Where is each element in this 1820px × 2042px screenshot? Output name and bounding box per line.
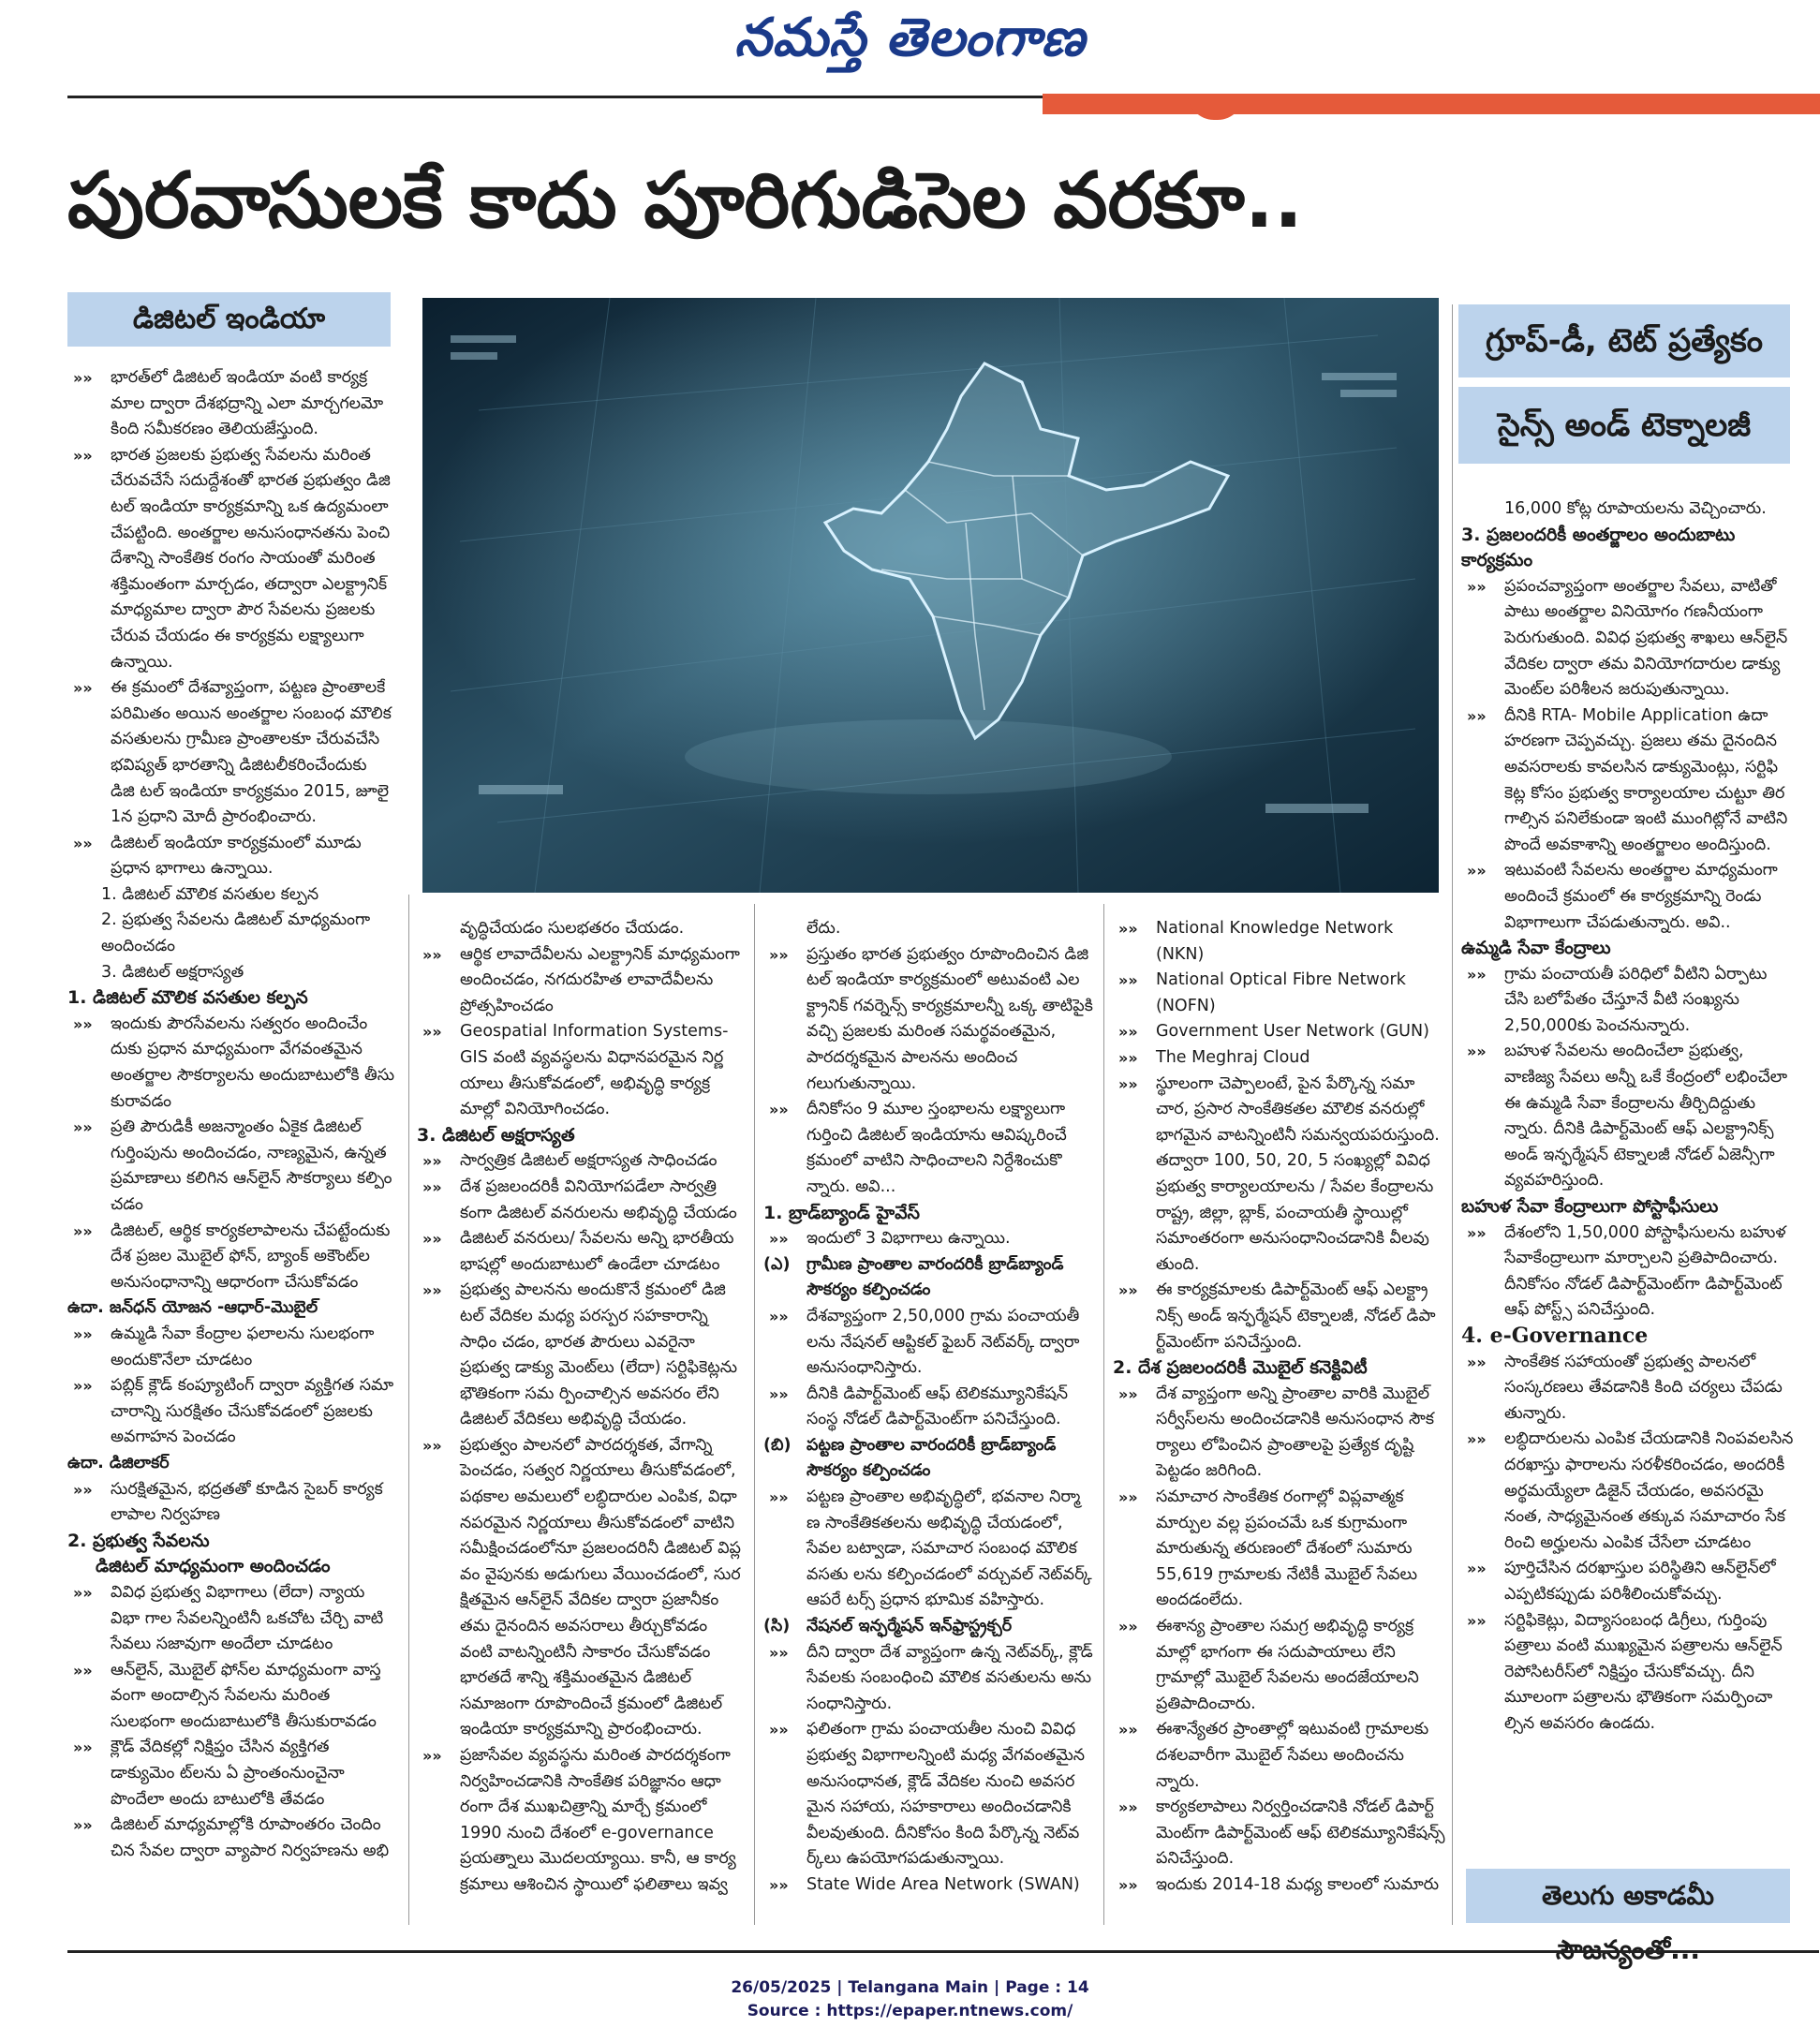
paragraph: »» సర్టిఫికెట్లు, విద్యాసంబంధ డిగ్రీలు, గుర్తింపు పత్రాలు వంటి ముఖ్యమైన పత్రాలను ఆన్‌లైన్ రెపోసిటరీస్‌లో నిక్షిప్తం చేసుకోవచ్చు. దీని మూలంగా పత్రాలను భౌతికంగా సమర్పించా ల్సిన అవసరం ఉండదు. (1461, 1608, 1794, 1738)
paragraph: »» ప్రతి పౌరుడికీ అజన్మాంతం ఏకైక డిజిటల్ గుర్తింపును అందించడం, నాణ్యమైన, ఉన్నత ప్రమాణాలు కలిగిన ఆన్‌లైన్ సౌకర్యాలు కల్పిం చడం (67, 1115, 395, 1218)
list-item: 1. డిజిటల్ మౌలిక వసతుల కల్పన (101, 884, 319, 904)
subheading: 3. ప్రజలందరికీ అంతర్జాలం అందుబాటు కార్యక్రమం (1461, 524, 1736, 571)
paragraph: »» దేశ ప్రజలందరికీ వినియోగపడేలా సార్వత్రి కంగా డిజిటల్ వనరులను అభివృద్ధి చేయడం (417, 1175, 745, 1226)
paragraph-continued: లేదు. (806, 919, 841, 938)
masthead-accent-bar (1043, 94, 1820, 114)
paragraph: »» పట్టణ ప్రాంతాల అభివృద్ధిలో, భవనాల నిర్మా ణ సాంకేతికతలను అభివృద్ధి చేయడంలో, సేవల బట్వాడా, సమాచార సంబంధ మౌలిక వసతు లను కల్పించడంలో వర్చువల్ నెట్‌వర్క్ ఆపరే టర్స్ ప్రధాన భూమిక వహిస్తారు. (763, 1485, 1096, 1614)
paragraph: »» సమాచార సాంకేతిక రంగాల్లో విప్లవాత్మక మార్పుల వల్ల ప్రపంచమే ఒక కుగ్రామంగా మారుతున్న తరుణంలో దేశంలో సుమారు 55,619 గ్రామాలకు నేటికీ మొబైల్ సేవలు అందడంలేదు. (1113, 1485, 1445, 1614)
section-label-science-technology: సైన్స్ అండ్ టెక్నాలజీ (1458, 387, 1790, 464)
footer-source-link[interactable]: Source : https://epaper.ntnews.com/ (747, 2002, 1073, 2020)
paragraph: »» ప్రభుత్వ పాలనను అందుకొనే క్రమంలో డిజి టల్ వేదికల మధ్య పరస్పర సహకారాన్ని సాధిం చడం, భారత పౌరులు ఎవరైనా ప్రభుత్వ డాక్యు మెంట్‌లు (లేదా) సర్టిఫికెట్లను భౌతికంగా సమ ర్పించాల్సిన అవసరం లేని డిజిటల్ వేదికలు అభివృద్ధి చేయడం. (417, 1278, 745, 1433)
column-divider (1452, 304, 1453, 1925)
paragraph: »» డిజిటల్ వనరులు/ సేవలను అన్ని భారతీయ భాషల్లో అందుబాటులో ఉండేలా చూడటం (417, 1226, 745, 1278)
paragraph: »» ఇందుకు 2014-18 మధ్య కాలంలో సుమారు (1113, 1872, 1445, 1899)
paragraph: »» ప్రపంచవ్యాప్తంగా అంతర్జాల సేవలు, వాటితో పాటు అంతర్జాల వినియోగం గణనీయంగా పెరుగుతుంది. వివిధ ప్రభుత్వ శాఖలు ఆన్‌లైన్ వేదికల ద్వారా తమ వినియోగదారుల డాక్యు మెంట్‌ల పరిశీలన జరుపుతున్నాయి. (1461, 574, 1794, 703)
paragraph: »» వివిధ ప్రభుత్వ విభాగాలు (లేదా) న్యాయ విభా గాల సేవలన్నింటినీ ఒకచోట చేర్చి వాటి సేవలు సజావుగా అందేలా చూడటం (67, 1580, 395, 1658)
paragraph: »» ఈ కార్యక్రమాలకు డిపార్ట్‌మెంట్ ఆఫ్ ఎలక్ట్రా నిక్స్ అండ్ ఇన్ఫర్మేషన్ టెక్నాలజీ, నోడల్ డిపా ర్ట్‌మెంట్‌గా పనిచేస్తుంది. (1113, 1278, 1445, 1355)
paragraph: »» ఈశాన్య ప్రాంతాల సమగ్ర అభివృద్ధి కార్యక్ర మాల్లో భాగంగా ఈ సదుపాయాలు లేని గ్రామాల్లో మొబైల్ సేవలను అందజేయాలని ప్రతిపాదించారు. (1113, 1614, 1445, 1717)
bottom-rule (67, 1950, 1819, 1953)
paragraph: »» కార్యకలాపాలు నిర్వర్తించడానికి నోడల్ డిపార్ట్ మెంట్‌గా డిపార్ట్‌మెంట్ ఆఫ్ టెలికమ్యూనికేషన్స్ పనిచేస్తుంది. (1113, 1795, 1445, 1872)
credit-box: తెలుగు అకాడమీ సౌజన్యంతో... (1466, 1869, 1790, 1923)
article-column-2 (417, 916, 745, 1928)
paragraph: »» దేశవ్యాప్తంగా 2,50,000 గ్రామ పంచాయతీ లను నేషనల్ ఆప్టికల్ ఫైబర్ నెట్‌వర్క్ ద్వారా అనుసంధానిస్తారు. (763, 1304, 1096, 1382)
paragraph: »» National Optical Fibre Network (NOFN) (1113, 968, 1445, 1019)
paragraph: »» డిజిటల్ ఇండియా కార్యక్రమంలో మూడు ప్రధాన భాగాలు ఉన్నాయి. (67, 831, 395, 882)
paragraph: »» ఇటువంటి సేవలను అంతర్జాల మాధ్యమంగా అందించే క్రమంలో ఈ కార్యక్రమాన్ని రెండు విభాగాలుగా చేపడుతున్నారు. అవి.. (1461, 858, 1794, 936)
subheading: 1. డిజిటల్ మౌలిక వసతుల కల్పన (67, 987, 308, 1009)
paragraph: »» ప్రభుత్వం పాలనలో పారదర్శకత, వేగాన్ని పెంచడం, సత్వర నిర్ణయాలు తీసుకోవడంలో, పథకాల అమలులో లబ్ధిదారుల ఎంపిక, విధా నపరమైన నిర్ణయాలు తీసుకోవడంలో వాటిని సమీక్షించడంలోనూ ప్రజలందరినీ డిజిటల్ విప్ల వం వైపునకు అడుగులు వేయించడంలో, సుర క్షితమైన ఆన్‌లైన్ వేదికల ద్వారా ప్రజానీకం తమ దైనందిన అవసరాలు తీర్చుకోవడం వంటి వాటన్నింటినీ సాకారం చేసుకోవడం భారతదే శాన్ని శక్తిమంతమైన డిజిటల్ సమాజంగా రూపొందించే క్రమంలో డిజిటల్ ఇండియా కార్యక్రమాన్ని ప్రారంభించారు. (417, 1433, 745, 1743)
paragraph: »» డిజిటల్, ఆర్థిక కార్యకలాపాలను చేపట్టేందుకు దేశ ప్రజల మొబైల్ ఫోన్, బ్యాంక్ అకౌంట్‌ల అనుసంధానాన్ని ఆధారంగా చేసుకోవడం (67, 1219, 395, 1296)
sub-item (763, 1252, 1096, 1304)
example-label: ఉదా. డిజిలాకర్ (67, 1453, 170, 1472)
paragraph: »» బహుళ సేవలను అందించేలా ప్రభుత్వ, వాణిజ్య సేవలు అన్నీ ఒకే కేంద్రంలో లభించేలా ఈ ఉమ్మడి సేవా కేంద్రాలను తీర్చిదిద్దుతు న్నారు. దీనికి డిపార్ట్‌మెంట్ ఆఫ్ ఎలక్ట్రానిక్స్ అండ్ ఇన్ఫర్మేషన్ టెక్నాలజీ నోడల్ ఏజెన్సీగా వ్యవహరిస్తుంది. (1461, 1039, 1794, 1194)
headline: పురవాసులకే కాదు పూరిగుడిసెల వరకూ.. (67, 156, 1304, 245)
paragraph: »» Government User Network (GUN) (1113, 1019, 1445, 1045)
sub-item-text: పట్టణ ప్రాంతాల వారందరికీ బ్రాడ్‌బ్యాండ్ సౌకర్యం కల్పించడం (806, 1435, 1057, 1481)
article-column-5 (1461, 496, 1794, 1859)
sub-item (763, 1433, 1096, 1485)
paragraph: »» భారత ప్రజలకు ప్రభుత్వ సేవలను మరింత చేరువచేసే సదుద్దేశంతో భారత ప్రభుత్వం డిజి టల్ ఇండియా కార్యక్రమాన్ని ఒక ఉద్యమంలా చేపట్టింది. అంతర్జాల అనుసంధానతను పెంచి దేశాన్ని సాంకేతిక రంగం సాయంతో మరింత శక్తిమంతంగా మార్చడం, తద్వారా ఎలక్ట్రానిక్ మాధ్యమాల ద్వారా పౌర సేవలను ప్రజలకు చేరువ చేయడం ఈ కార్యక్రమ లక్ష్యాలుగా ఉన్నాయి. (67, 443, 395, 675)
paragraph-continued: 16,000 కోట్ల రూపాయలను వెచ్చించారు. (1504, 499, 1767, 518)
subheading: ఉమ్మడి సేవా కేంద్రాలు (1461, 938, 1611, 959)
paragraph: »» ఆర్థిక లావాదేవీలను ఎలక్ట్రానిక్ మాధ్యమంగా అందించడం, నగదురహిత లావాదేవీలను ప్రోత్సహించడం (417, 942, 745, 1020)
column-divider (1103, 904, 1104, 1925)
india-map-illustration (422, 298, 1439, 893)
paragraph: »» దీని ద్వారా దేశ వ్యాప్తంగా ఉన్న నెట్‌వర్క్, క్లౌడ్ సేవలకు సంబంధించి మౌలిక వసతులను అను సంధానిస్తారు. (763, 1640, 1096, 1718)
masthead-accent-tab (1188, 94, 1244, 120)
paragraph: »» గ్రామ పంచాయతీ పరిధిలో వీటిని ఏర్పాటు చేసి బలోపేతం చేస్తూనే వీటి సంఖ్యను 2,50,000కు పెంచనున్నారు. (1461, 962, 1794, 1040)
paragraph: »» సాంకేతిక సహాయంతో ప్రభుత్వ పాలనలో సంస్కరణలు తేవడానికి కింది చర్యలు చేపడు తున్నారు. (1461, 1350, 1794, 1428)
paragraph: »» క్లౌడ్ వేదికల్లో నిక్షిప్తం చేసిన వ్యక్తిగత డాక్యుమెం ట్‌లను ఏ ప్రాంతంనుంచైనా పొందేలా అందు బాటులోకి తేవడం (67, 1735, 395, 1813)
example-label: ఉదా. జన్‌ధన్ యోజన -ఆధార్-మొబైల్ (67, 1298, 318, 1318)
paragraph-continued: వృద్ధిచేయడం సులభతరం చేయడం. (460, 919, 685, 938)
sub-item-marker: (ఎ) (763, 1254, 791, 1274)
paragraph: »» ఇందులో 3 విభాగాలు ఉన్నాయి. (763, 1226, 1096, 1252)
paragraph: »» State Wide Area Network (SWAN) (763, 1872, 1096, 1899)
list-item: 3. డిజిటల్ అక్షరాస్యత (101, 962, 244, 982)
subheading: 2. ప్రభుత్వ సేవలను (67, 1530, 210, 1551)
column-divider (754, 904, 755, 1925)
paragraph: »» సురక్షితమైన, భద్రతతో కూడిన సైబర్ కార్యక లాపాల నిర్వహణ (67, 1477, 395, 1529)
sub-item-text: నేషనల్ ఇన్ఫర్మేషన్ ఇన్‌ఫ్రాస్ట్రక్చర్ (806, 1617, 1013, 1636)
subheading: 2. దేశ ప్రజలందరికీ మొబైల్ కనెక్టివిటీ (1113, 1357, 1368, 1379)
subheading: డిజిటల్ మాధ్యమంగా అందించడం (96, 1556, 331, 1577)
paragraph: »» దీనికి డిపార్ట్‌మెంట్ ఆఫ్ టెలికమ్యూనికేషన్ సంస్థ నోడల్ డిపార్ట్‌మెంట్‌గా పనిచేస్తుంది. (763, 1382, 1096, 1433)
paragraph: »» దేశంలోని 1,50,000 పోస్టాఫీసులను బహుళ సేవాకేంద్రాలుగా మార్చాలని ప్రతిపాదించారు. దీనికోసం నోడల్ డిపార్ట్‌మెంట్‌గా డిపార్ట్‌మెంట్ ఆఫ్ పోస్ట్స్ పనిచేస్తుంది. (1461, 1221, 1794, 1324)
footer-date-page: 26/05/2025 | Telangana Main | Page : 14 (731, 1978, 1089, 1997)
paragraph: »» ఫలితంగా గ్రామ పంచాయతీల నుంచి వివిధ ప్రభుత్వ విభాగాలన్నింటి మధ్య వేగవంతమైన అనుసంధానత, క్లౌడ్ వేదికల నుంచి అవసర మైన సహాయ, సహకారాలు అందించడానికి వీలవుతుంది. దీనికోసం కింది పేర్కొన్న నెట్‌వ ర్క్‌లు ఉపయోగపడుతున్నాయి. (763, 1717, 1096, 1872)
subheading: బహుళ సేవా కేంద్రాలుగా పోస్టాఫీసులు (1461, 1196, 1719, 1218)
sub-item (763, 1614, 1096, 1640)
paragraph: »» స్థూలంగా చెప్పాలంటే, పైన పేర్కొన్న సమా చార, ప్రసార సాంకేతికతల మౌలిక వనరుల్లో భాగమైన వాటన్నింటినీ సమన్వయపరుస్తుంది. తద్వారా 100, 50, 20, 5 సంఖ్యల్లో వివిధ ప్రభుత్వ కార్యాలయాలను / సేవల కేంద్రాలను రాష్ట్ర, జిల్లా, బ్లాక్, పంచాయతీ స్థాయిల్లో సమాంతరంగా అనుసంధానించడానికి వీలవు తుంది. (1113, 1072, 1445, 1279)
paragraph: »» సార్వత్రిక డిజిటల్ అక్షరాస్యత సాధించడం (417, 1148, 745, 1175)
paragraph: »» దీనికోసం 9 మూల స్తంభాలను లక్ష్యాలుగా గుర్తించి డిజిటల్ ఇండియాను ఆవిష్కరించే క్రమంలో వాటిని సాధించాలని నిర్దేశించుకొ న్నారు. అవి... (763, 1097, 1096, 1200)
paragraph: »» లబ్ధిదారులను ఎంపిక చేయడానికి నింపవలసిన దరఖాస్తు ఫారాలను సరళీకరించడం, అందరికీ అర్థమయ్యేలా డిజైన్ చేయడం, అవసరమై నంత, సాధ్యమైనంత తక్కువ సమాచారం సేక రించి అర్హులను ఎంపిక చేసేలా చూడటం (1461, 1427, 1794, 1556)
paragraph: »» ప్రస్తుతం భారత ప్రభుత్వం రూపొందించిన డిజి టల్ ఇండియా కార్యక్రమంలో అటువంటి ఎల క్ట్రానిక్ గవర్నెన్స్ కార్యక్రమాలన్నీ ఒక్క తాటిపైకి వచ్చి ప్రజలకు మరింత సమర్థవంతమైన, పారదర్శకమైన పాలనను అందించ గలుగుతున్నాయి. (763, 942, 1096, 1098)
newspaper-logo: నమస్తే తెలంగాణ (734, 7, 1086, 68)
paragraph: »» పబ్లిక్ క్లౌడ్ కంప్యూటింగ్ ద్వారా వ్యక్తిగత సమా చారాన్ని సురక్షితం చేసుకోవడంలో ప్రజలకు అవగాహన పెంచడం (67, 1373, 395, 1451)
paragraph: »» ప్రజాసేవల వ్యవస్థను మరింత పారదర్శకంగా నిర్వహించడానికి సాంకేతిక పరిజ్ఞానం ఆధా రంగా దేశ ముఖచిత్రాన్ని మార్చే క్రమంలో 1990 నుంచి దేశంలో e-governance ప్రయత్నాలు మొదలయ్యాయి. కానీ, ఆ కార్య క్రమాలు ఆశించిన స్థాయిలో ఫలితాలు ఇవ్వ (417, 1743, 745, 1899)
sub-item-marker: (సి) (763, 1617, 791, 1636)
paragraph: »» డిజిటల్ మాధ్యమాల్లోకి రూపాంతరం చెందిం చిన సేవల ద్వారా వ్యాపార నిర్వహణను అభి (67, 1813, 395, 1864)
subheading: 1. బ్రాడ్‌బ్యాండ్ హైవేస్ (763, 1202, 920, 1223)
sub-item-text: గ్రామీణ ప్రాంతాల వారందరికీ బ్రాడ్‌బ్యాండ్ సౌకర్యం కల్పించడం (806, 1254, 1064, 1300)
section-label-exam-special: గ్రూప్-డీ, టెట్ ప్రత్యేకం (1458, 304, 1790, 377)
paragraph: »» ఈశాన్యేతర ప్రాంతాల్లో ఇటువంటి గ్రామాలకు దశలవారీగా మొబైల్ సేవలు అందించను న్నారు. (1113, 1717, 1445, 1795)
masthead (0, 0, 1820, 94)
paragraph: »» National Knowledge Network (NKN) (1113, 916, 1445, 968)
section-label-digital-india: డిజిటల్ ఇండియా (67, 292, 391, 347)
article-column-1 (67, 365, 395, 1928)
paragraph: »» దీనికి RTA- Mobile Application ఉదా హరణగా చెప్పవచ్చు. ప్రజలు తమ దైనందిన అవసరాలకు కావలసిన డాక్యుమెంట్లు, సర్టిఫి కెట్ల కోసం ప్రభుత్వ కార్యాలయాల చుట్టూ తిర గాల్సిన పనిలేకుండా ఇంటి ముంగిట్లోనే వాటిని పొందే అవకాశాన్ని అంతర్జాలం అందిస్తుంది. (1461, 703, 1794, 859)
paragraph: »» ఆన్‌లైన్, మొబైల్ ఫోన్‌ల మాధ్యమంగా వాస్త వంగా అందాల్సిన సేవలను మరింత సులభంగా అందుబాటులోకి తీసుకురావడం (67, 1658, 395, 1736)
article-column-4 (1113, 916, 1445, 1928)
paragraph: »» ఈ క్రమంలో దేశవ్యాప్తంగా, పట్టణ ప్రాంతాలకే పరిమితం అయిన అంతర్జాల సంబంధ మౌలిక వసతులను గ్రామీణ ప్రాంతాలకూ చేరువచేసి భవిష్యత్ భారతాన్ని డిజిటలీకరించేందుకు డిజి టల్ ఇండియా కార్యక్రమం 2015, జూలై 1న ప్రధాని మోదీ ప్రారంభించారు. (67, 675, 395, 831)
paragraph: »» భారత్‌లో డిజిటల్ ఇండియా వంటి కార్యక్ర మాల ద్వారా దేశభద్రాన్ని ఎలా మార్చగలమో కింది సమీకరణం తెలియజేస్తుంది. (67, 365, 395, 443)
subheading: 3. డిజిటల్ అక్షరాస్యత (417, 1124, 575, 1146)
paragraph: »» పూర్తిచేసిన దరఖాస్తుల పరిస్థితిని ఆన్‌లైన్‌లో ఎప్పటికప్పుడు పరిశీలించుకోవచ్చు. (1461, 1556, 1794, 1607)
paragraph: »» ఉమ్మడి సేవా కేంద్రాల ఫలాలను సులభంగా అందుకొనేలా చూడటం (67, 1322, 395, 1373)
sub-item-marker: (బి) (763, 1435, 792, 1455)
article-column-3 (763, 916, 1096, 1928)
subheading: 4. e-Governance (1461, 1324, 1649, 1348)
column-divider (408, 895, 409, 1925)
paragraph: »» ఇందుకు పౌరసేవలను సత్వరం అందించేం దుకు ప్రధాన మాధ్యమంగా వేగవంతమైన అంతర్జాల సౌకర్యాలను అందుబాటులోకి తీసు కురావడం (67, 1012, 395, 1115)
paragraph: »» The Meghraj Cloud (1113, 1045, 1445, 1072)
list-item: 2. ప్రభుత్వ సేవలను డిజిటల్ మాధ్యమంగా అందించడం (101, 910, 371, 956)
paragraph: »» దేశ వ్యాప్తంగా అన్ని ప్రాంతాల వారికి మొబైల్ సర్వీస్‌లను అందించడానికి అనుసంధాన సౌక ర్యాలు లోపించిన ప్రాంతాలపై ప్రత్యేక దృష్టి పెట్టడం జరిగింది. (1113, 1382, 1445, 1485)
paragraph: »» Geospatial Information Systems-GIS వంటి వ్యవస్థలను విధానపరమైన నిర్ణ యాలు తీసుకోవడంలో, అభివృద్ధి కార్యక్ర మాల్లో వినియోగించడం. (417, 1019, 745, 1122)
